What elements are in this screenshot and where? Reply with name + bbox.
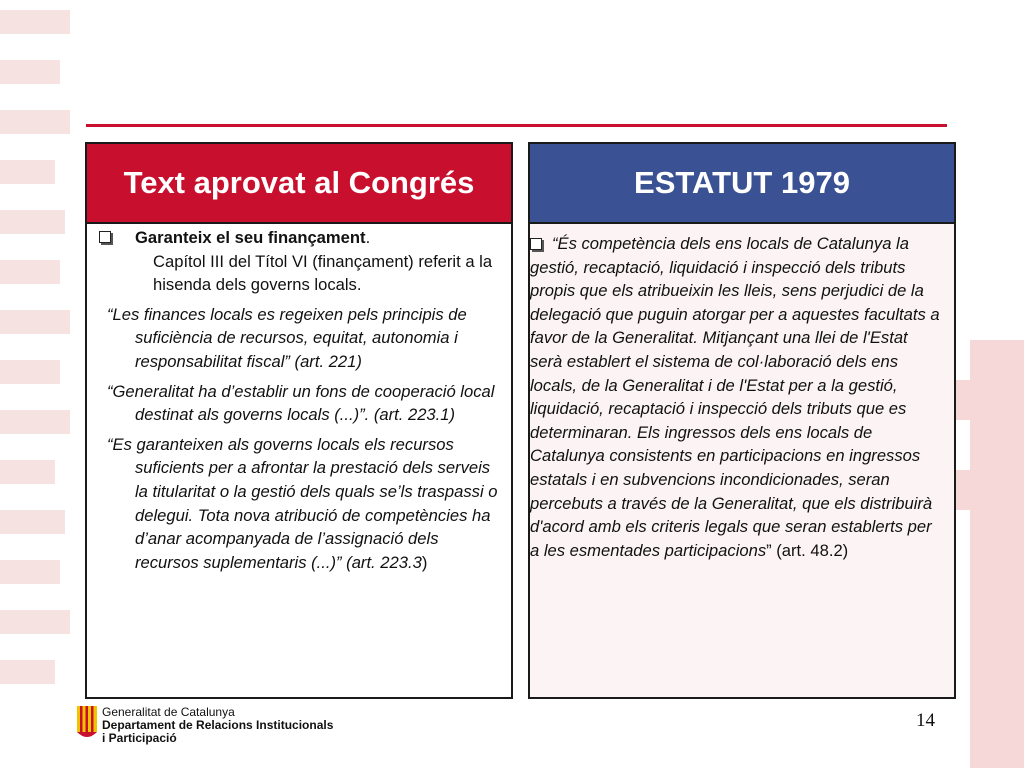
statute-panel-content <box>530 224 954 562</box>
quote-art-223-3-wrap <box>97 433 501 575</box>
congress-panel-content <box>87 224 511 574</box>
statute-art-48-2-quote: “És competència dels ens locals de Catalunya la gestió, recaptació, liquidació i inspecció dels tributs propis que els atribueixin les lleis, sens perjudici de la delegació que puguin atorgar per a aquestes facultats a favor de la Generalitat. Mitjançant una llei de l'Estat serà establert el sistema de col·laboració dels ens locals, de la Generalitat i de l'Estat per a la gestió, liquidació, recaptació i inspecció dels tributs que es determinaran. Els ingressos dels ens locals de Catalunya consistents en participacions en ingressos estatals i en subvencions incondicionades, seran percebuts a través de la Generalitat, que els distribuirà d'acord amb els criteris legals que seran establerts per a les esmentades participacions <box>530 234 940 560</box>
quote-art-223-3: “Es garanteixen als governs locals els recursos suficients per a afrontar la prestació dels serveis la titularitat o la gestió dels quals se’ls traspassi o delegui. Tota nova atribució de competències ha d’anar acompanyada de l’assignació dels recursos suplementaris (...)” (art. 223.3 <box>107 434 498 572</box>
financing-bullet-text: Capítol III del Títol VI (finançament) referit a la hisenda dels governs locals. <box>153 251 493 295</box>
financing-bullet-heading: Garanteix el seu finançament <box>135 228 366 247</box>
financing-bullet <box>97 226 501 297</box>
checkbox-bullet-icon <box>530 238 542 250</box>
logo-line-3: i Participació <box>102 731 177 745</box>
top-divider-rule <box>86 124 947 127</box>
page-number: 14 <box>916 710 935 731</box>
quote-art-223-1: “Generalitat ha d’establir un fons de cooperació local destinat als governs locals (...)”. (art. 223.1) <box>107 381 495 425</box>
quote-art-223-3-close: ) <box>421 552 428 572</box>
logo-line-1: Generalitat de Catalunya <box>102 705 235 719</box>
statute-1979-panel <box>528 142 956 699</box>
generalitat-logo-text <box>102 706 333 745</box>
checkbox-bullet-icon <box>99 231 111 243</box>
congress-text-panel <box>85 142 513 699</box>
generalitat-logo-block <box>77 706 333 746</box>
financing-bullet-period: . <box>365 228 371 247</box>
statute-art-48-2-ref: ” (art. 48.2) <box>766 540 849 560</box>
quote-art-221: “Les finances locals es regeixen pels principis de suficiència de recursos, equitat, autonomia i responsabilitat fiscal” (art. 221) <box>107 304 467 371</box>
generalitat-stripes-logo-icon <box>77 706 97 746</box>
congress-panel-title: Text aprovat al Congrés <box>87 144 511 224</box>
statute-panel-title: ESTATUT 1979 <box>530 144 954 224</box>
logo-line-2: Departament de Relacions Institucionals <box>102 718 334 732</box>
